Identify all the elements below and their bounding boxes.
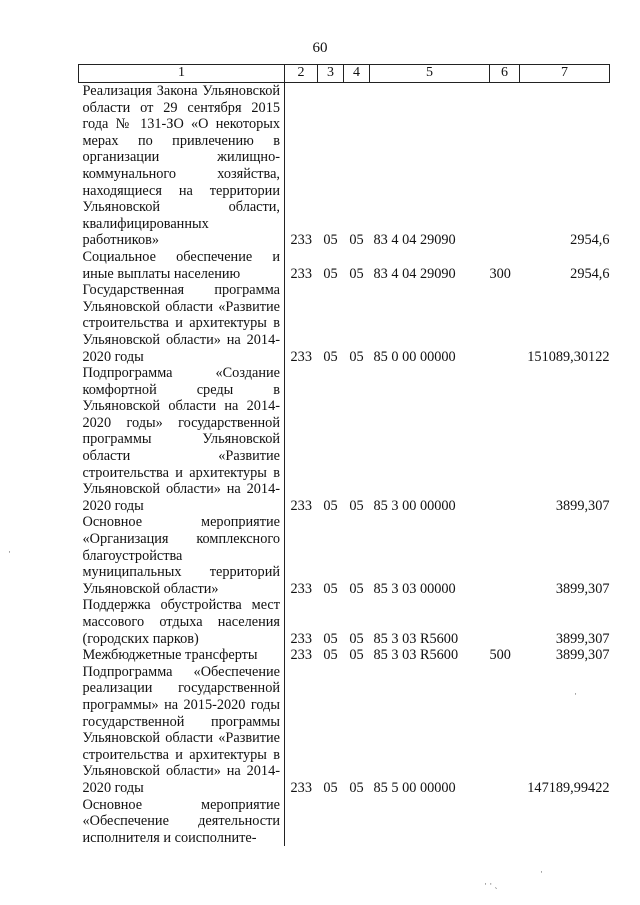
row-amount: 3899,307 <box>555 630 610 647</box>
row-name: Подпрограмма «Создание комфортной среды в Ульяновской области на 2014-2020 годы» государственной программы Ульяновской области «Развитие строительства и архитектуры в Ульяновской области» на 2014-2020 годы <box>79 365 285 514</box>
table-row <box>79 282 610 365</box>
row-name: Подпрограмма «Обеспечение реализации государственной программы» на 2015-2020 годы государственной программы Ульяновской области «Развитие строительства и архитектуры в Ульяновской области» на 2014-2020 годы <box>79 664 285 797</box>
row-target-article: 85 3 03 R5600 <box>373 647 459 664</box>
row-section: 05 <box>323 630 338 647</box>
row-amount: 2954,6 <box>570 265 610 282</box>
row-section: 05 <box>323 779 338 796</box>
row-amount: 151089,30122 <box>527 348 610 365</box>
row-grbs: 233 <box>290 497 312 514</box>
row-name: Реализация Закона Ульяновской области от 29 сентября 2015 года № 131-ЗО «О некоторых мерах по привлечению в организации жилищно-коммунального хозяйства, находящиеся на территории Ульяновской области, квалифицированных работников» <box>79 83 285 249</box>
row-amount: 147189,99422 <box>527 779 610 796</box>
row-grbs: 233 <box>290 265 312 282</box>
row-target-article: 85 3 03 R5600 <box>373 630 459 647</box>
column-header: 1 <box>79 65 285 83</box>
row-amount <box>520 797 610 847</box>
row-subsection <box>344 797 370 847</box>
table-row <box>79 797 610 847</box>
column-header: 4 <box>344 65 370 83</box>
row-grbs: 233 <box>290 580 312 597</box>
row-name: Основное мероприятие «Организация комплексного благоустройства муниципальных территорий Ульяновской области» <box>79 514 285 597</box>
row-name: Государственная программа Ульяновской области «Развитие строительства и архитектуры в Ульяновской области» на 2014-2020 годы <box>79 282 285 365</box>
table-body <box>79 83 610 847</box>
row-section: 05 <box>323 497 338 514</box>
row-target-article: 85 5 00 00000 <box>373 779 456 796</box>
budget-table <box>78 64 610 846</box>
row-section: 05 <box>323 348 338 365</box>
row-grbs <box>285 797 318 847</box>
row-subsection: 05 <box>349 779 364 796</box>
row-subsection: 05 <box>349 580 364 597</box>
column-header: 6 <box>490 65 520 83</box>
row-grbs: 233 <box>290 232 312 249</box>
table-row <box>79 597 610 647</box>
row-section: 05 <box>323 647 338 664</box>
column-header: 2 <box>285 65 318 83</box>
scan-speck: · <box>574 689 577 699</box>
table-row <box>79 365 610 514</box>
row-amount: 2954,6 <box>570 232 610 249</box>
row-grbs: 233 <box>290 348 312 365</box>
page-number: 60 <box>312 40 328 56</box>
row-amount: 3899,307 <box>555 580 610 597</box>
table-header <box>79 65 610 83</box>
row-expense-type <box>490 365 520 514</box>
table-row <box>79 647 610 664</box>
row-name: Социальное обеспечение и иные выплаты населению <box>79 249 285 282</box>
row-grbs: 233 <box>290 647 312 664</box>
row-section <box>318 797 344 847</box>
row-expense-type <box>490 664 520 797</box>
scan-speck: · <box>8 547 11 557</box>
row-target-article: 85 0 00 00000 <box>373 348 456 365</box>
row-target-article: 85 3 00 00000 <box>373 497 456 514</box>
row-subsection: 05 <box>349 647 364 664</box>
row-subsection: 05 <box>349 497 364 514</box>
table-row <box>79 83 610 249</box>
row-subsection: 05 <box>349 265 364 282</box>
table-row <box>79 514 610 597</box>
row-expense-type: 500 <box>489 647 511 664</box>
scan-speck: · · ˎ <box>484 879 498 889</box>
table-row <box>79 664 610 797</box>
row-grbs: 233 <box>290 630 312 647</box>
row-expense-type <box>490 514 520 597</box>
row-grbs: 233 <box>290 779 312 796</box>
row-expense-type <box>490 282 520 365</box>
row-expense-type <box>490 797 520 847</box>
row-target-article <box>370 797 490 847</box>
row-target-article: 83 4 04 29090 <box>373 232 456 249</box>
column-header: 5 <box>370 65 490 83</box>
column-header: 3 <box>318 65 344 83</box>
row-subsection: 05 <box>349 232 364 249</box>
column-header: 7 <box>520 65 610 83</box>
row-amount: 3899,307 <box>555 497 610 514</box>
row-name: Основное мероприятие «Обеспечение деятельности исполнителя и соисполните- <box>79 797 285 847</box>
scan-speck: · <box>540 867 543 877</box>
row-name: Межбюджетные трансферты <box>79 647 285 664</box>
row-section: 05 <box>323 580 338 597</box>
row-subsection: 05 <box>349 630 364 647</box>
row-subsection: 05 <box>349 348 364 365</box>
row-section: 05 <box>323 265 338 282</box>
table-row <box>79 249 610 282</box>
row-name: Поддержка обустройства мест массового отдыха населения (городских парков) <box>79 597 285 647</box>
row-target-article: 85 3 03 00000 <box>373 580 456 597</box>
row-expense-type: 300 <box>489 265 511 282</box>
row-amount: 3899,307 <box>555 647 610 664</box>
row-expense-type <box>490 83 520 249</box>
row-expense-type <box>490 597 520 647</box>
row-section: 05 <box>323 232 338 249</box>
row-target-article: 83 4 04 29090 <box>373 265 456 282</box>
